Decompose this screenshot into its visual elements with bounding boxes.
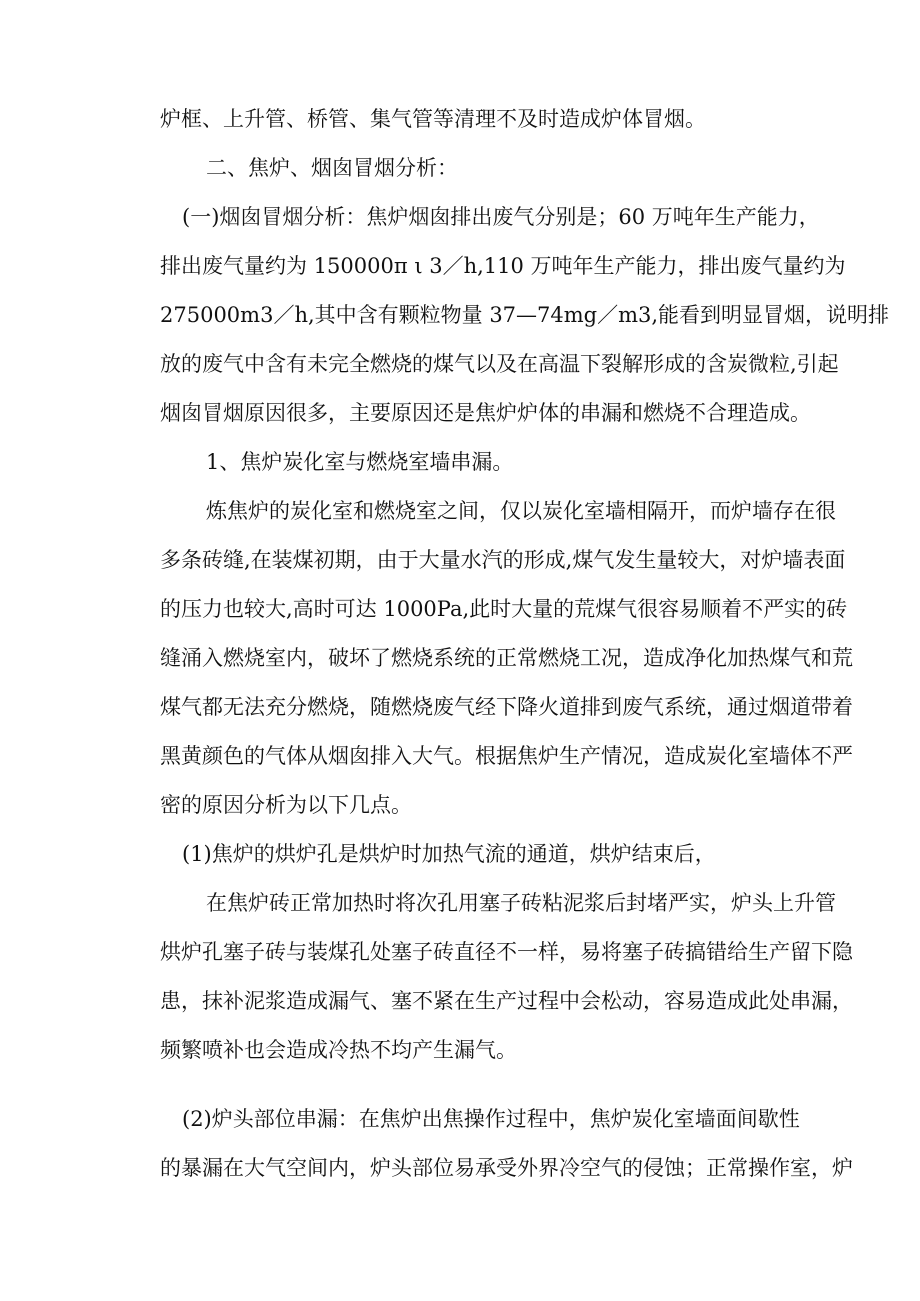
paragraph-line: 在焦炉砖正常加热时将次孔用塞子砖粘泥浆后封堵严实，炉头上升管 [206,891,836,915]
paragraph-line: 炉框、上升管、桥管、集气管等清理不及时造成炉体冒烟。 [160,107,706,131]
paragraph-line: 放的废气中含有未完全燃烧的煤气以及在高温下裂解形成的含炭微粒,引起 [160,352,839,376]
paragraph-line: 黑黄颜色的气体从烟囱排入大气。根据焦炉生产情况，造成炭化室墙体不严 [160,744,853,768]
paragraph-line: (2)炉头部位串漏：在焦炉出焦操作过程中，焦炉炭化室墙面间歇性 [182,1107,800,1131]
section-heading: 二、焦炉、烟囱冒烟分析： [206,156,458,180]
paragraph-line: 患，抹补泥浆造成漏气、塞不紧在生产过程中会松动，容易造成此处串漏， [160,989,853,1013]
paragraph-line: (1)焦炉的烘炉孔是烘炉时加热气流的通道，烘炉结束后， [182,842,716,866]
paragraph-line: (一)烟囱冒烟分析：焦炉烟囱排出废气分别是；60 万吨年生产能力， [182,205,820,229]
paragraph-line: 烟囱冒烟原因很多，主要原因还是焦炉炉体的串漏和燃烧不合理造成。 [160,401,811,425]
paragraph-line: 275000m3／h,其中含有颗粒物量 37—74mg／m3,能看到明显冒烟，说明排 [160,303,890,327]
paragraph-line: 煤气都无法充分燃烧，随燃烧废气经下降火道排到废气系统，通过烟道带着 [160,695,853,719]
paragraph-line: 炼焦炉的炭化室和燃烧室之间，仅以炭化室墙相隔开，而炉墙存在很 [206,499,836,523]
paragraph-line: 缝涌入燃烧室内，破坏了燃烧系统的正常燃烧工况，造成净化加热煤气和荒 [160,646,853,670]
paragraph-line: 排出废气量约为 150000π ι 3／h,110 万吨年生产能力，排出废气量约为 [160,254,846,278]
paragraph-line: 频繁喷补也会造成冷热不均产生漏气。 [160,1038,517,1062]
paragraph-line: 的压力也较大,高时可达 1000Pa,此时大量的荒煤气很容易顺着不严实的砖 [160,597,848,621]
section-heading: 1、焦炉炭化室与燃烧室墙串漏。 [206,450,514,474]
paragraph-line: 烘炉孔塞子砖与装煤孔处塞子砖直径不一样，易将塞子砖搞错给生产留下隐 [160,940,853,964]
paragraph-line: 密的原因分析为以下几点。 [160,793,412,817]
paragraph-line: 多条砖缝,在装煤初期，由于大量水汽的形成,煤气发生量较大，对炉墙表面 [160,548,846,572]
paragraph-line: 的暴漏在大气空间内，炉头部位易承受外界冷空气的侵蚀；正常操作室，炉 [160,1156,853,1180]
